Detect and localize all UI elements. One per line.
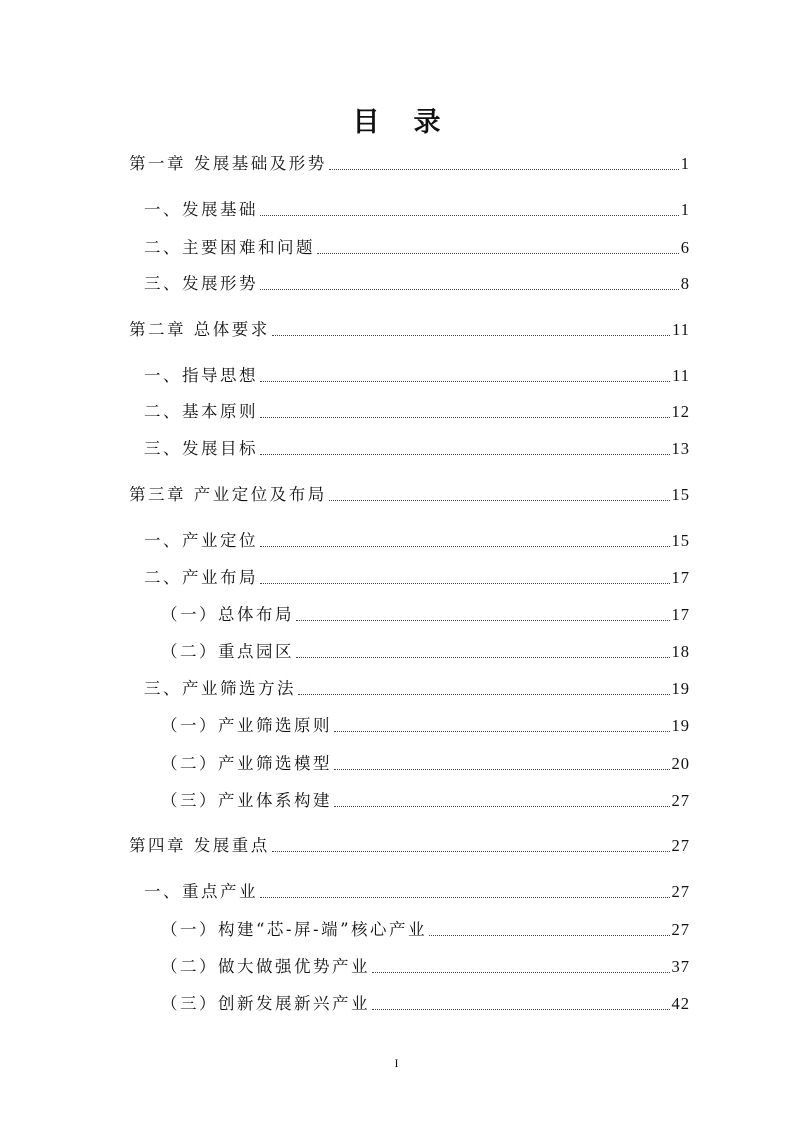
toc-title: 目录	[352, 107, 475, 138]
toc-entry[interactable]	[161, 955, 690, 979]
toc-entry-page: 37	[671, 957, 690, 976]
toc-entry-label: （一）产业筛选原则	[161, 716, 332, 735]
toc-entry-label: 第一章 发展基础及形势	[129, 154, 327, 173]
dot-leader	[334, 806, 670, 807]
dot-leader	[372, 972, 670, 973]
toc-entry-page: 27	[671, 882, 690, 901]
dot-leader	[260, 289, 679, 290]
toc-entry-page: 11	[672, 320, 690, 339]
toc-entry[interactable]	[161, 714, 690, 738]
toc-entry-page: 17	[671, 605, 690, 624]
toc-entry-label: 二、产业布局	[144, 568, 258, 587]
dot-leader	[260, 583, 670, 584]
toc-entry-page: 8	[680, 274, 690, 293]
toc-entry-page: 13	[671, 439, 690, 458]
toc-entry-label: 二、基本原则	[144, 402, 258, 421]
toc-entry-page: 1	[680, 200, 690, 219]
toc-entry-page: 19	[671, 716, 690, 735]
toc-entry-page: 15	[671, 531, 690, 550]
toc-entry-label: 第三章 产业定位及布局	[129, 485, 327, 504]
toc-entry[interactable]	[161, 603, 690, 627]
toc-entry[interactable]	[161, 752, 690, 776]
toc-entry-label: 二、主要困难和问题	[144, 238, 315, 257]
toc-entry-label: （二）产业筛选模型	[161, 754, 332, 773]
toc-entry[interactable]	[161, 992, 690, 1016]
toc-entry-page: 27	[671, 836, 690, 855]
toc-entry-page: 42	[671, 994, 690, 1013]
dot-leader	[298, 694, 670, 695]
dot-leader	[372, 1009, 670, 1010]
dot-leader	[260, 897, 670, 898]
toc-entry[interactable]	[161, 789, 690, 813]
toc-entry-page: 27	[671, 920, 690, 939]
toc-entry-label: 第二章 总体要求	[129, 320, 270, 339]
toc-entry-page: 20	[671, 754, 690, 773]
dot-leader	[260, 381, 670, 382]
toc-entry[interactable]	[144, 529, 690, 553]
toc-entry-label: 三、发展形势	[144, 274, 258, 293]
toc-entry[interactable]	[144, 437, 690, 461]
toc-entry[interactable]	[161, 918, 690, 942]
toc-entry-label: （一）构建“芯-屏-端”核心产业	[161, 920, 428, 939]
toc-entry-page: 6	[680, 238, 690, 257]
page-number-footer: I	[394, 1056, 399, 1070]
dot-leader	[317, 253, 679, 254]
toc-entry[interactable]	[144, 198, 690, 222]
dot-leader	[329, 500, 670, 501]
toc-entry-label: 三、发展目标	[144, 439, 258, 458]
toc-entry-label: （三）产业体系构建	[161, 791, 332, 810]
toc-entry-label: 一、产业定位	[144, 531, 258, 550]
toc-entry-page: 1	[680, 154, 690, 173]
toc-entry[interactable]	[144, 364, 690, 388]
toc-entry-page: 15	[671, 485, 690, 504]
dot-leader	[334, 769, 670, 770]
toc-entry[interactable]	[129, 152, 690, 176]
dot-leader	[260, 454, 670, 455]
toc-entry-page: 18	[671, 642, 690, 661]
toc-entry[interactable]	[129, 834, 690, 858]
dot-leader	[272, 335, 670, 336]
dot-leader	[334, 731, 670, 732]
dot-leader	[296, 620, 670, 621]
toc-entry-label: 一、指导思想	[144, 366, 258, 385]
dot-leader	[260, 417, 670, 418]
toc-entry[interactable]	[144, 400, 690, 424]
dot-leader	[329, 169, 679, 170]
toc-entry[interactable]	[144, 566, 690, 590]
toc-entry-page: 11	[672, 366, 690, 385]
toc-entry[interactable]	[129, 318, 690, 342]
toc-entry-page: 27	[671, 791, 690, 810]
toc-entry[interactable]	[161, 640, 690, 664]
toc-entry-page: 17	[671, 568, 690, 587]
toc-entry[interactable]	[144, 880, 690, 904]
toc-entry-label: 第四章 发展重点	[129, 836, 270, 855]
toc-entry-page: 12	[671, 402, 690, 421]
dot-leader	[260, 546, 670, 547]
toc-entry[interactable]	[129, 483, 690, 507]
toc-entry[interactable]	[144, 677, 690, 701]
dot-leader	[429, 935, 669, 936]
dot-leader	[272, 851, 670, 852]
toc-entry-label: （三）创新发展新兴产业	[161, 994, 370, 1013]
toc-entry-label: （二）做大做强优势产业	[161, 957, 370, 976]
toc-entry-label: 一、重点产业	[144, 882, 258, 901]
dot-leader	[260, 215, 679, 216]
toc-entry-label: （二）重点园区	[161, 642, 294, 661]
toc-entry[interactable]	[144, 272, 690, 296]
toc-entry-label: 一、发展基础	[144, 200, 258, 219]
toc-entry-page: 19	[671, 679, 690, 698]
dot-leader	[296, 657, 670, 658]
toc-entry[interactable]	[144, 236, 690, 260]
toc-entry-label: 三、产业筛选方法	[144, 679, 296, 698]
toc-entry-label: （一）总体布局	[161, 605, 294, 624]
